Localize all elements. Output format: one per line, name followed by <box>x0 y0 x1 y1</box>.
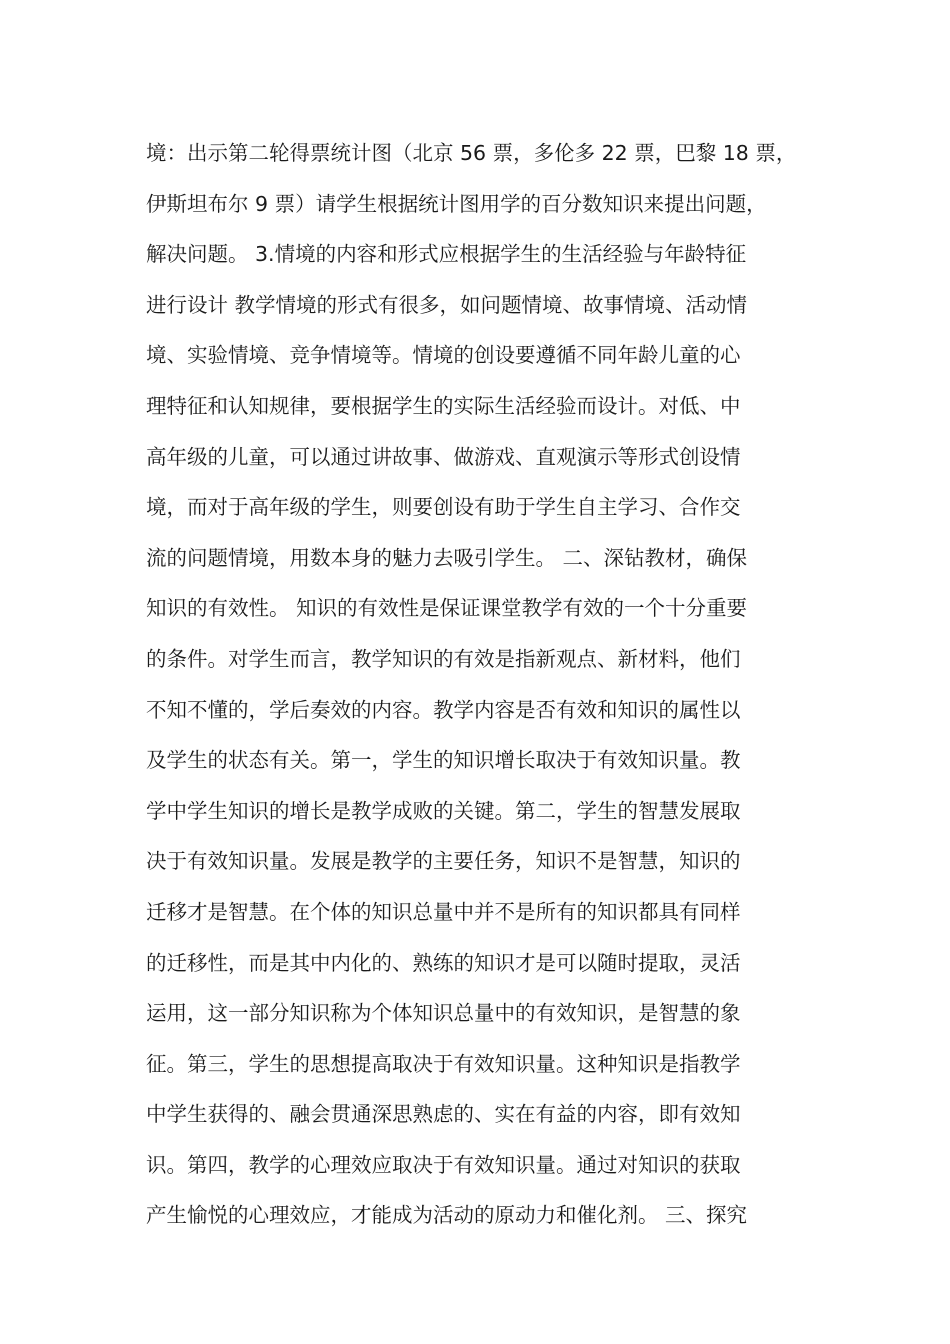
text-line: 境：出示第二轮得票统计图（北京 56 票，多伦多 22 票，巴黎 18 票， <box>146 141 797 165</box>
text-line: 进行设计 教学情境的形式有很多，如问题情境、故事情境、活动情 <box>146 292 748 317</box>
text-line: 迁移才是智慧。在个体的知识总量中并不是所有的知识都具有同样 <box>146 899 741 924</box>
text-line: 理特征和认知规律，要根据学生的实际生活经验而设计。对低、中 <box>146 393 741 418</box>
text-line: 高年级的儿童，可以通过讲故事、做游戏、直观演示等形式创设情 <box>146 444 741 469</box>
text-line: 运用，这一部分知识称为个体知识总量中的有效知识，是智慧的象 <box>146 1001 741 1026</box>
text-line: 解决问题。 3.情境的内容和形式应根据学生的生活经验与年龄特征 <box>146 242 747 267</box>
text-line: 学中学生知识的增长是教学成败的关键。第二，学生的智慧发展取 <box>146 798 741 823</box>
text-line: 及学生的状态有关。第一，学生的知识增长取决于有效知识量。教 <box>146 748 741 773</box>
text-line: 的迁移性，而是其中内化的、熟练的知识才是可以随时提取，灵活 <box>146 950 741 975</box>
text-line: 中学生获得的、融会贯通深思熟虑的、实在有益的内容，即有效知 <box>146 1102 741 1127</box>
text-line: 知识的有效性。 知识的有效性是保证课堂教学有效的一个十分重要 <box>146 596 748 621</box>
text-line: 境，而对于高年级的学生，则要创设有助于学生自主学习、合作交 <box>146 495 741 520</box>
text-line: 流的问题情境，用数本身的魅力去吸引学生。 二、深钻教材，确保 <box>146 545 748 570</box>
text-line: 产生愉悦的心理效应，才能成为活动的原动力和催化剂。 三、探究 <box>146 1203 748 1228</box>
body-text <box>146 128 816 1241</box>
text-line: 决于有效知识量。发展是教学的主要任务，知识不是智慧，知识的 <box>146 849 741 874</box>
text-line: 境、实验情境、竞争情境等。情境的创设要遵循不同年龄儿童的心 <box>146 343 741 368</box>
text-line: 识。第四，教学的心理效应取决于有效知识量。通过对知识的获取 <box>146 1152 741 1177</box>
text-line: 的条件。对学生而言，教学知识的有效是指新观点、新材料，他们 <box>146 646 741 671</box>
text-line: 伊斯坦布尔 9 票）请学生根据统计图用学的百分数知识来提出问题， <box>146 191 767 216</box>
text-line: 不知不懂的，学后奏效的内容。教学内容是否有效和知识的属性以 <box>146 697 741 722</box>
text-line: 征。第三，学生的思想提高取决于有效知识量。这种知识是指教学 <box>146 1051 741 1076</box>
